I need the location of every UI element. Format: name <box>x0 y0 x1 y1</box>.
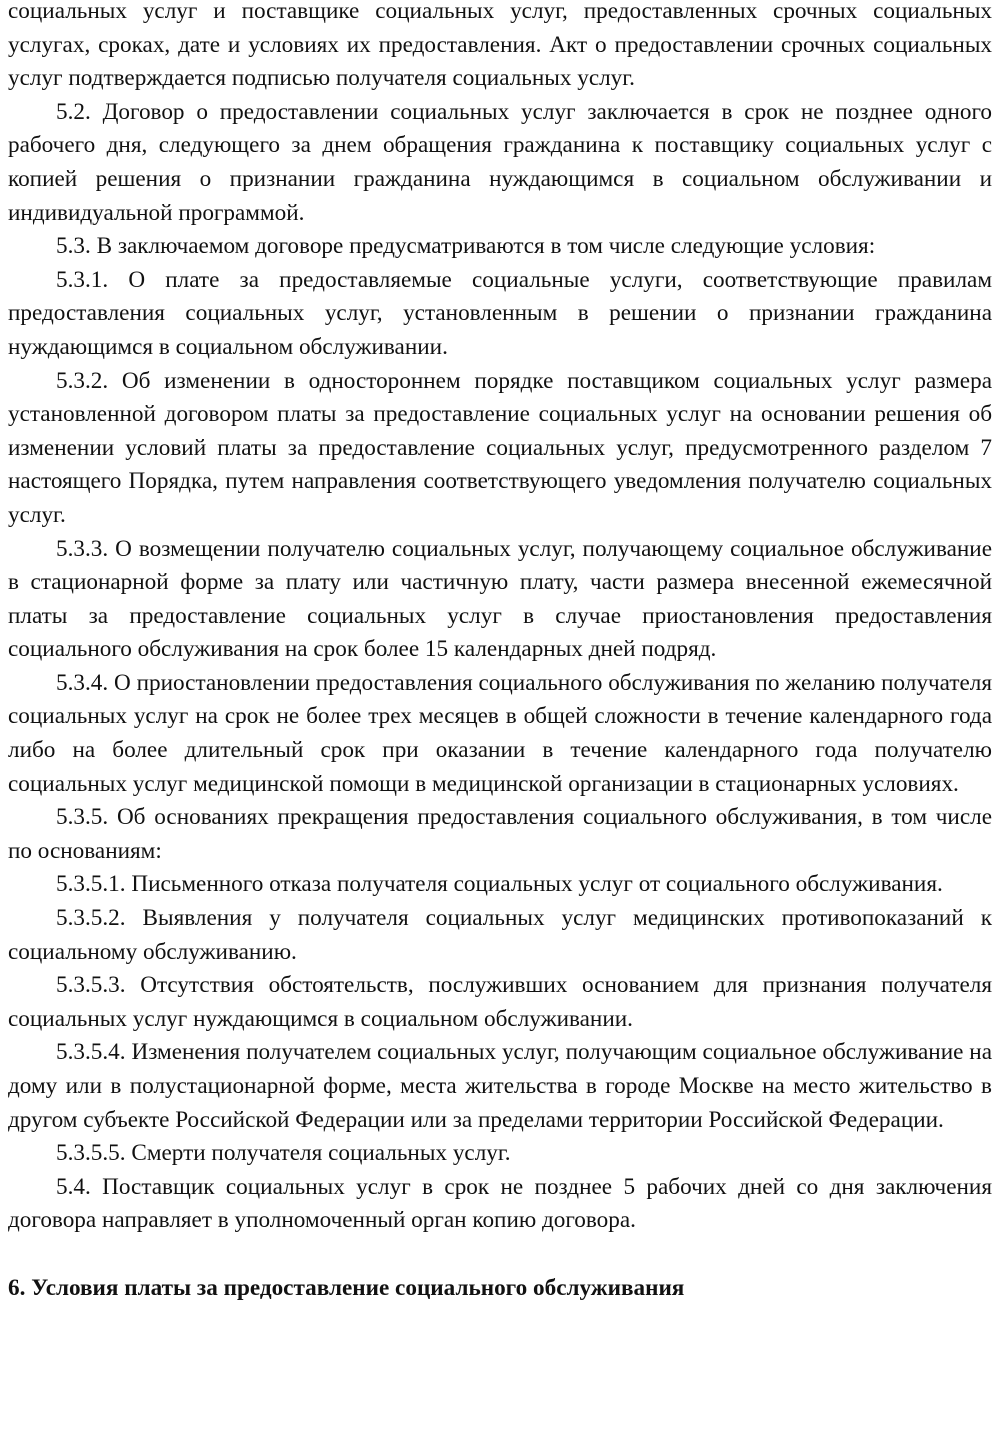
paragraph-5-3-5-4: 5.3.5.4. Изменения получателем социальных услуг, получающим социальное обслуживание на дому или в полустационарной форме, места жительства в городе Москве на место жительство в другом субъекте Российской Федерации или за пределами территории Российской Федерации. <box>8 1039 992 1133</box>
section-spacer <box>8 1238 992 1272</box>
paragraph-5-3: 5.3. В заключаемом договоре предусматриваются в том числе следующие условия: <box>56 233 876 260</box>
paragraph-5-3-3: 5.3.3. О возмещении получателю социальных услуг, получающему социальное обслуживание в стационарной форме за плату или частичную плату, части размера внесенной ежемесячной платы за предоставление социальных услуг в случае приостановления предоставления социального обслуживания на срок более 15 календарных дней подряд. <box>8 535 992 663</box>
document-page <box>8 0 992 1305</box>
paragraph-5-3-5: 5.3.5. Об основаниях прекращения предоставления социального обслуживания, в том числе по основаниям: <box>8 804 992 864</box>
paragraph-5-3-5-1: 5.3.5.1. Письменного отказа получателя социальных услуг от социального обслуживания. <box>56 871 943 898</box>
paragraph-5-2: 5.2. Договор о предоставлении социальных услуг заключается в срок не позднее одного рабочего дня, следующего за днем обращения гражданина к поставщику социальных услуг с копией решения о признании гражданина нуждающимся в социальном обслуживании и индивидуальной программой. <box>8 98 992 226</box>
paragraph-5-3-5-5: 5.3.5.5. Смерти получателя социальных услуг. <box>56 1140 511 1167</box>
paragraph-continuation: социальных услуг и поставщике социальных услуг, предоставленных срочных социальных услугах, сроках, дате и условиях их предоставления. Акт о предоставлении срочных социальных услуг подтверждается подписью получателя социальных услуг. <box>8 0 992 92</box>
paragraph-5-3-4: 5.3.4. О приостановлении предоставления социального обслуживания по желанию получателя социальных услуг на срок не более трех месяцев в общей сложности в течение календарного года либо на более длительный срок при оказании в течение календарного года получателю социальных услуг медицинской помощи в медицинской организации в стационарных условиях. <box>8 669 992 797</box>
paragraph-5-4: 5.4. Поставщик социальных услуг в срок не позднее 5 рабочих дней со дня заключения договора направляет в уполномоченный орган копию договора. <box>8 1173 992 1234</box>
paragraph-5-3-5-2: 5.3.5.2. Выявления у получателя социальных услуг медицинских противопоказаний к социальному обслуживанию. <box>8 905 992 965</box>
paragraph-5-3-5-3: 5.3.5.3. Отсутствия обстоятельств, послуживших основанием для признания получателя социальных услуг нуждающимся в социальном обслуживании. <box>8 972 992 1032</box>
section-heading: 6. Условия платы за предоставление социального обслуживания <box>8 1274 685 1301</box>
paragraph-5-3-2: 5.3.2. Об изменении в одностороннем порядке поставщиком социальных услуг размера установленной договором платы за предоставление социальных услуг на основании решения об изменении условий платы за предоставление социальных услуг, предусмотренного разделом 7 настоящего Порядка, путем направления соответствующего уведомления получателю социальных услуг. <box>8 367 992 528</box>
paragraph-5-3-1: 5.3.1. О плате за предоставляемые социальные услуги, соответствующие правилам предоставления социальных услуг, установленным в решении о признании гражданина нуждающимся в социальном обслуживании. <box>8 266 992 360</box>
